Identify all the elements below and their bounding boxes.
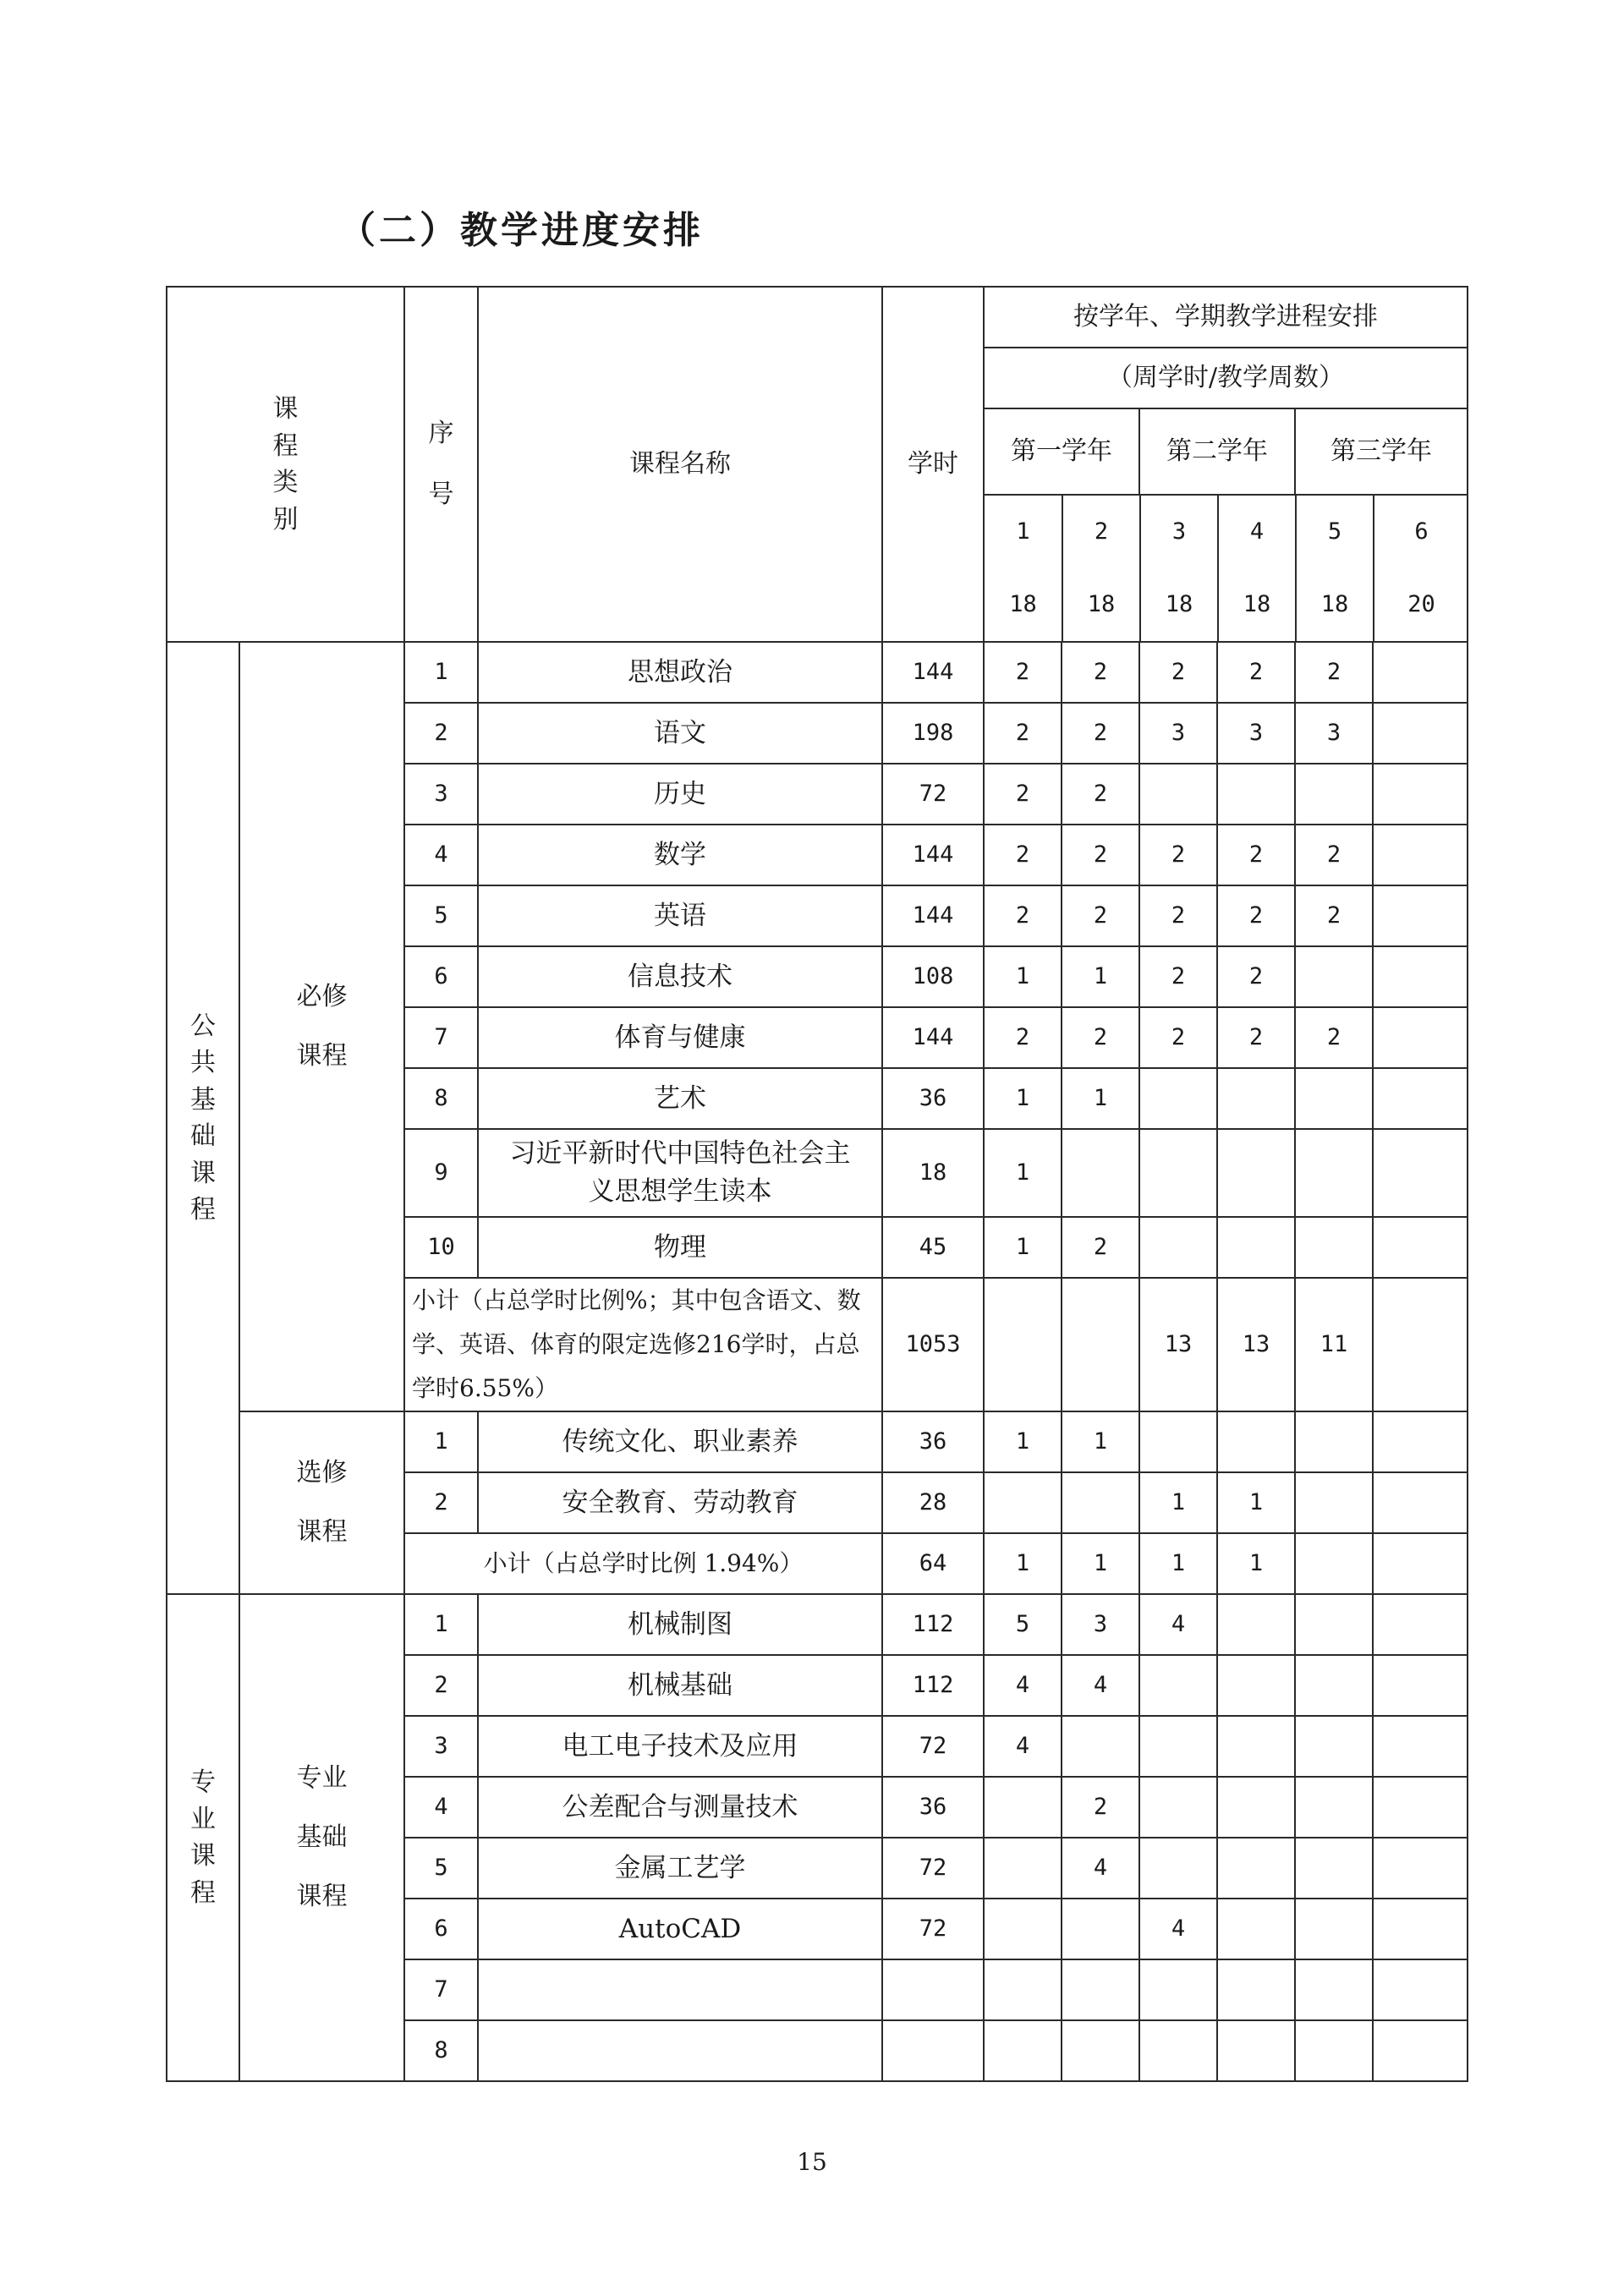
course-name-cell <box>478 2020 882 2081</box>
semester-hours-cell: 2 <box>1062 825 1139 885</box>
semester-hours-cell <box>1217 1777 1295 1838</box>
semester-hours-cell: 2 <box>1217 642 1295 703</box>
course-name-cell: 公差配合与测量技术 <box>478 1777 882 1838</box>
hours-cell: 45 <box>882 1217 984 1278</box>
semester-hours-cell <box>1373 1899 1468 1959</box>
category-prof-basic-label: 专业 基础 课程 <box>296 1763 348 1911</box>
hours-cell: 36 <box>882 1068 984 1129</box>
semester-hours-cell: 3 <box>1217 703 1295 764</box>
seq-cell: 4 <box>404 825 478 885</box>
semester-hours-cell <box>1295 1655 1373 1716</box>
semester-5: 5 <box>1296 496 1374 568</box>
semester-hours-cell <box>1373 885 1468 946</box>
course-name-cell: 机械基础 <box>478 1655 882 1716</box>
semester-hours-cell: 2 <box>1139 885 1217 946</box>
semester-hours-cell: 2 <box>1139 642 1217 703</box>
semester-hours-cell: 1 <box>1062 1411 1139 1472</box>
semester-hours-cell: 2 <box>984 885 1062 946</box>
hours-cell: 198 <box>882 703 984 764</box>
semester-hours-cell <box>1295 946 1373 1007</box>
course-name-cell: 思想政治 <box>478 642 882 703</box>
weeks-3: 18 <box>1140 568 1218 641</box>
semester-hours-cell <box>1295 1533 1373 1594</box>
semester-hours-cell: 2 <box>1295 642 1373 703</box>
subtotal-hours: 64 <box>882 1533 984 1594</box>
semester-1: 1 <box>985 496 1062 568</box>
header-hours: 学时 <box>882 287 984 642</box>
semester-hours-cell <box>1373 764 1468 825</box>
semester-hours-cell: 2 <box>1139 825 1217 885</box>
hours-cell: 72 <box>882 1899 984 1959</box>
seq-cell: 5 <box>404 1838 478 1899</box>
semester-hours-cell <box>1062 2020 1139 2081</box>
semester-4: 4 <box>1218 496 1296 568</box>
semester-hours-cell <box>1373 1655 1468 1716</box>
course-name-cell: 数学 <box>478 825 882 885</box>
semester-hours-cell <box>1295 1068 1373 1129</box>
semester-hours-cell: 2 <box>1062 642 1139 703</box>
semester-hours-cell <box>1139 1777 1217 1838</box>
semester-hours-cell <box>1373 703 1468 764</box>
semester-hours-cell <box>1295 764 1373 825</box>
semester-hours-cell: 1 <box>984 1217 1062 1278</box>
semester-hours-cell: 1 <box>984 1068 1062 1129</box>
category-public <box>167 642 239 1594</box>
semester-hours-cell: 2 <box>1295 825 1373 885</box>
seq-cell: 8 <box>404 1068 478 1129</box>
semester-hours-cell <box>1062 1278 1139 1411</box>
semester-hours-cell <box>1373 1594 1468 1655</box>
semester-hours-cell <box>1139 1716 1217 1777</box>
semester-hours-cell <box>1217 1068 1295 1129</box>
seq-cell: 3 <box>404 764 478 825</box>
weeks-4: 18 <box>1218 568 1296 641</box>
semester-hours-cell <box>1373 1716 1468 1777</box>
seq-cell: 5 <box>404 885 478 946</box>
semester-hours-cell: 2 <box>1062 764 1139 825</box>
header-year-2: 第二学年 <box>1139 408 1295 495</box>
course-name-cell: 电工电子技术及应用 <box>478 1716 882 1777</box>
course-name-cell: 金属工艺学 <box>478 1838 882 1899</box>
semester-hours-cell <box>1139 1959 1217 2020</box>
page-number: 15 <box>797 2148 827 2176</box>
schedule-table <box>166 286 1468 2082</box>
semester-hours-cell: 13 <box>1217 1278 1295 1411</box>
semester-hours-cell: 2 <box>1217 825 1295 885</box>
seq-cell: 4 <box>404 1777 478 1838</box>
semester-hours-cell <box>1217 1838 1295 1899</box>
course-name-cell: AutoCAD <box>478 1899 882 1959</box>
header-category <box>167 287 404 642</box>
semester-hours-cell: 1 <box>984 1411 1062 1472</box>
semester-2: 2 <box>1062 496 1140 568</box>
semester-hours-cell <box>1139 1838 1217 1899</box>
semester-hours-cell <box>1139 1217 1217 1278</box>
header-schedule-title: 按学年、学期教学进程安排 <box>984 287 1468 348</box>
semester-hours-cell <box>1139 1655 1217 1716</box>
hours-cell: 72 <box>882 1716 984 1777</box>
semester-hours-cell: 2 <box>1217 946 1295 1007</box>
semester-hours-cell: 2 <box>984 1007 1062 1068</box>
hours-cell: 18 <box>882 1129 984 1217</box>
semester-hours-cell: 13 <box>1139 1278 1217 1411</box>
semester-hours-cell <box>984 1472 1062 1533</box>
hours-cell: 144 <box>882 642 984 703</box>
semester-hours-cell <box>1373 1217 1468 1278</box>
semester-hours-cell: 2 <box>984 642 1062 703</box>
semester-hours-cell <box>1373 1278 1468 1411</box>
semester-hours-cell: 2 <box>984 764 1062 825</box>
seq-cell: 8 <box>404 2020 478 2081</box>
semester-hours-cell <box>1295 1899 1373 1959</box>
semester-hours-cell: 2 <box>1062 885 1139 946</box>
header-schedule-subtitle: （周学时/教学周数） <box>984 348 1468 408</box>
header-seq <box>404 287 478 642</box>
semester-hours-cell: 2 <box>1217 885 1295 946</box>
seq-cell: 2 <box>404 1655 478 1716</box>
semester-hours-cell: 3 <box>1295 703 1373 764</box>
semester-hours-cell: 2 <box>1295 1007 1373 1068</box>
semester-hours-cell: 4 <box>984 1716 1062 1777</box>
semester-hours-cell: 2 <box>984 825 1062 885</box>
semester-hours-cell: 2 <box>1217 1007 1295 1068</box>
semester-hours-cell <box>1217 1959 1295 2020</box>
seq-cell: 1 <box>404 1594 478 1655</box>
seq-cell: 9 <box>404 1129 478 1217</box>
header-semesters <box>984 495 1468 642</box>
semester-hours-cell <box>1373 2020 1468 2081</box>
semester-hours-cell <box>1217 2020 1295 2081</box>
course-name-cell: 安全教育、劳动教育 <box>478 1472 882 1533</box>
semester-hours-cell <box>984 1278 1062 1411</box>
weeks-2: 18 <box>1062 568 1140 641</box>
course-name-cell: 艺术 <box>478 1068 882 1129</box>
seq-cell: 1 <box>404 642 478 703</box>
semester-hours-cell: 4 <box>984 1655 1062 1716</box>
category-required <box>239 642 404 1411</box>
semester-hours-cell <box>1373 946 1468 1007</box>
semester-6: 6 <box>1414 518 1429 545</box>
semester-hours-cell <box>1295 1716 1373 1777</box>
hours-cell <box>882 1959 984 2020</box>
semester-hours-cell <box>1217 1899 1295 1959</box>
semester-hours-cell <box>1295 1129 1373 1217</box>
category-professional <box>167 1594 239 2081</box>
hours-cell: 112 <box>882 1594 984 1655</box>
semester-hours-cell: 1 <box>1062 946 1139 1007</box>
semester-hours-cell <box>1295 1777 1373 1838</box>
seq-cell: 6 <box>404 1899 478 1959</box>
semester-hours-cell: 2 <box>1139 1007 1217 1068</box>
semester-hours-cell <box>1373 1007 1468 1068</box>
semester-hours-cell: 5 <box>984 1594 1062 1655</box>
semester-hours-cell <box>984 1959 1062 2020</box>
hours-cell: 72 <box>882 764 984 825</box>
semester-hours-cell <box>984 1777 1062 1838</box>
semester-hours-cell <box>1373 1068 1468 1129</box>
course-name-cell: 物理 <box>478 1217 882 1278</box>
table-row <box>167 1411 1468 1472</box>
course-name-cell: 英语 <box>478 885 882 946</box>
category-elective <box>239 1411 404 1594</box>
semester-hours-cell <box>1062 1716 1139 1777</box>
semester-hours-cell: 4 <box>1139 1594 1217 1655</box>
semester-hours-cell <box>1062 1472 1139 1533</box>
course-name-cell: 历史 <box>478 764 882 825</box>
hours-cell: 144 <box>882 1007 984 1068</box>
weeks-1: 18 <box>985 568 1062 641</box>
semester-hours-cell: 2 <box>1062 703 1139 764</box>
semester-hours-cell: 2 <box>1139 946 1217 1007</box>
semester-hours-cell: 4 <box>1062 1838 1139 1899</box>
hours-cell <box>882 2020 984 2081</box>
semester-hours-cell <box>1373 1472 1468 1533</box>
semester-hours-cell: 2 <box>1062 1777 1139 1838</box>
semester-hours-cell <box>984 1899 1062 1959</box>
semester-hours-cell <box>1217 1655 1295 1716</box>
hours-cell: 112 <box>882 1655 984 1716</box>
table-row <box>167 1594 1468 1655</box>
semester-hours-cell: 3 <box>1062 1594 1139 1655</box>
hours-cell: 72 <box>882 1838 984 1899</box>
seq-cell: 2 <box>404 703 478 764</box>
semester-hours-cell <box>1139 1068 1217 1129</box>
subtotal-label: 小计（占总学时比例%；其中包含语文、数学、英语、体育的限定选修216学时，占总学时6.55%） <box>404 1278 882 1411</box>
semester-hours-cell: 2 <box>1295 885 1373 946</box>
semester-hours-cell <box>1139 1129 1217 1217</box>
course-name-cell: 信息技术 <box>478 946 882 1007</box>
semester-hours-cell <box>1373 1777 1468 1838</box>
hours-cell: 144 <box>882 825 984 885</box>
semester-hours-cell <box>1373 1411 1468 1472</box>
semester-hours-cell <box>1062 1959 1139 2020</box>
course-name-cell: 机械制图 <box>478 1594 882 1655</box>
semester-hours-cell <box>1295 1838 1373 1899</box>
semester-hours-cell <box>1373 1838 1468 1899</box>
hours-cell: 36 <box>882 1411 984 1472</box>
course-name-cell <box>478 1959 882 2020</box>
category-prof-basic <box>239 1594 404 2081</box>
semester-hours-cell <box>1139 1411 1217 1472</box>
semester-hours-cell: 1 <box>1217 1472 1295 1533</box>
weeks-6: 20 <box>1407 591 1435 618</box>
semester-hours-cell <box>1217 1594 1295 1655</box>
semester-hours-cell <box>1295 1217 1373 1278</box>
hours-cell: 28 <box>882 1472 984 1533</box>
semester-hours-cell <box>1217 764 1295 825</box>
subtotal-label: 小计（占总学时比例 1.94%） <box>404 1533 882 1594</box>
category-required-label: 必修 课程 <box>296 982 348 1071</box>
seq-cell: 6 <box>404 946 478 1007</box>
weeks-5: 18 <box>1296 568 1374 641</box>
semester-hours-cell <box>1217 1716 1295 1777</box>
seq-cell: 7 <box>404 1959 478 2020</box>
semester-hours-cell <box>1217 1217 1295 1278</box>
semester-hours-cell: 3 <box>1139 703 1217 764</box>
semester-hours-cell <box>1295 2020 1373 2081</box>
semester-hours-cell <box>1295 1411 1373 1472</box>
hours-cell: 144 <box>882 885 984 946</box>
header-category-label: 课 程 类 别 <box>272 394 299 534</box>
semester-hours-cell: 11 <box>1295 1278 1373 1411</box>
semester-hours-cell: 1 <box>1139 1472 1217 1533</box>
course-name-cell: 习近平新时代中国特色社会主义思想学生读本 <box>478 1129 882 1217</box>
semester-hours-cell <box>1062 1129 1139 1217</box>
semester-hours-cell <box>1373 1959 1468 2020</box>
category-professional-label: 专 业 课 程 <box>190 1767 216 1908</box>
semester-hours-cell <box>1373 825 1468 885</box>
semester-hours-cell <box>1217 1129 1295 1217</box>
semester-hours-cell: 2 <box>1062 1217 1139 1278</box>
semester-hours-cell: 4 <box>1139 1899 1217 1959</box>
table-row <box>167 642 1468 703</box>
semester-hours-cell: 2 <box>1062 1007 1139 1068</box>
seq-cell: 10 <box>404 1217 478 1278</box>
seq-cell: 1 <box>404 1411 478 1472</box>
semester-hours-cell <box>1373 1129 1468 1217</box>
seq-cell: 2 <box>404 1472 478 1533</box>
semester-hours-cell: 1 <box>984 1129 1062 1217</box>
header-seq-label: 序 号 <box>428 419 454 509</box>
semester-hours-cell: 1 <box>1217 1533 1295 1594</box>
semester-hours-cell: 1 <box>984 1533 1062 1594</box>
semester-hours-cell <box>1373 1533 1468 1594</box>
seq-cell: 3 <box>404 1716 478 1777</box>
header-year-1: 第一学年 <box>984 408 1139 495</box>
semester-hours-cell <box>1295 1594 1373 1655</box>
semester-3: 3 <box>1140 496 1218 568</box>
header-course-name: 课程名称 <box>478 287 882 642</box>
section-title: （二）教学进度安排 <box>338 209 704 252</box>
semester-hours-cell: 2 <box>984 703 1062 764</box>
course-name-cell: 语文 <box>478 703 882 764</box>
semester-hours-cell <box>1373 642 1468 703</box>
semester-hours-cell <box>984 2020 1062 2081</box>
course-name-cell: 体育与健康 <box>478 1007 882 1068</box>
semester-hours-cell <box>1217 1411 1295 1472</box>
semester-hours-cell: 1 <box>984 946 1062 1007</box>
semester-hours-cell: 4 <box>1062 1655 1139 1716</box>
hours-cell: 108 <box>882 946 984 1007</box>
category-public-label: 公 共 基 础 课 程 <box>190 1011 216 1225</box>
header-year-3: 第三学年 <box>1295 408 1468 495</box>
hours-cell: 36 <box>882 1777 984 1838</box>
semester-hours-cell <box>1062 1899 1139 1959</box>
semester-hours-cell: 1 <box>1139 1533 1217 1594</box>
semester-hours-cell: 1 <box>1062 1068 1139 1129</box>
semester-hours-cell <box>1139 764 1217 825</box>
subtotal-hours: 1053 <box>882 1278 984 1411</box>
category-elective-label: 选修 课程 <box>296 1458 348 1547</box>
semester-hours-cell: 1 <box>1062 1533 1139 1594</box>
semester-hours-cell <box>984 1838 1062 1899</box>
seq-cell: 7 <box>404 1007 478 1068</box>
semester-hours-cell <box>1139 2020 1217 2081</box>
semester-hours-cell <box>1295 1959 1373 2020</box>
course-name-cell: 传统文化、职业素养 <box>478 1411 882 1472</box>
semester-hours-cell <box>1295 1472 1373 1533</box>
